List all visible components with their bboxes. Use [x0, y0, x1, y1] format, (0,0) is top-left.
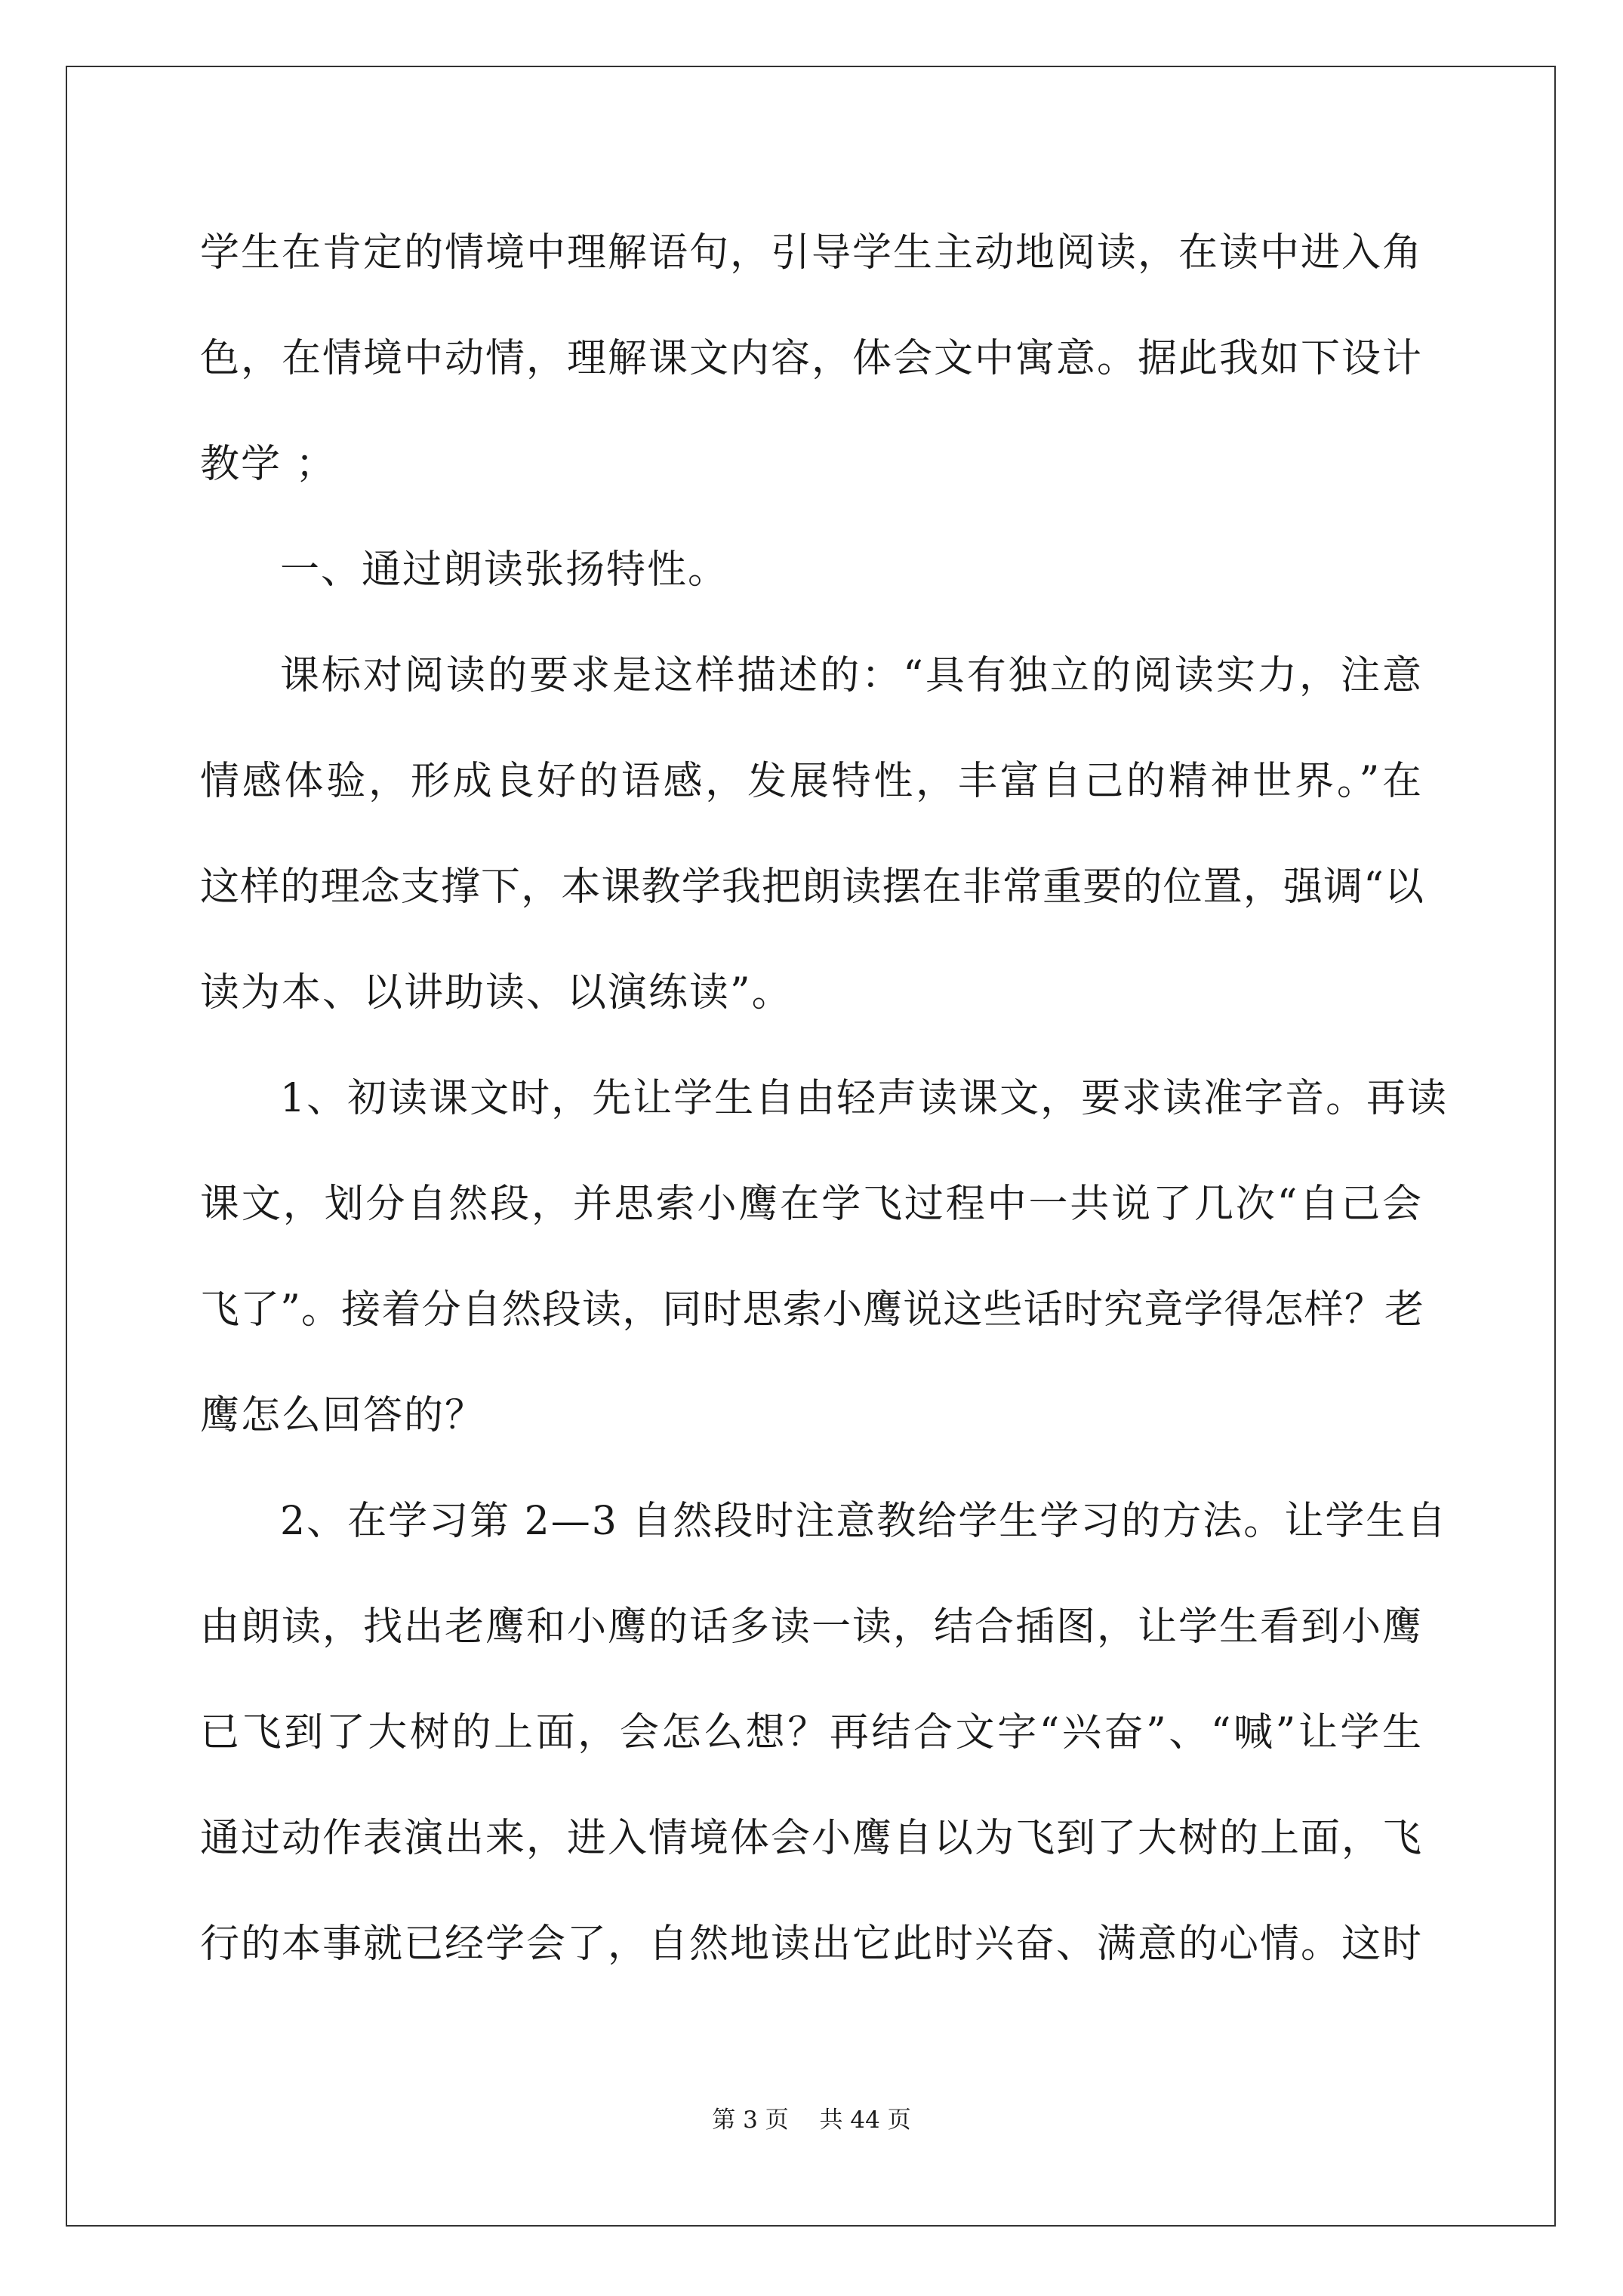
- text-line: 教学 ；: [200, 442, 337, 487]
- section-heading: 一、通过朗读张扬特性。: [280, 547, 729, 593]
- text-line: 鹰怎么回答的？: [200, 1393, 486, 1438]
- text-line: 情感体验，形成良好的语感，发展特性，丰富自己的精神世界。”在: [200, 759, 1423, 804]
- text-line: 课文，划分自然段，并思索小鹰在学飞过程中一共说了几次“自己会: [200, 1182, 1423, 1227]
- text-line: 飞了”。接着分自然段读，同时思索小鹰说这些话时究竟学得怎样？老: [200, 1287, 1423, 1333]
- text-line: 学生在肯定的情境中理解语句，引导学生主动地阅读，在读中进入角: [200, 230, 1424, 276]
- text-line: 1、初读课文时，先让学生自由轻声读课文，要求读准字音。再读: [280, 1076, 1449, 1121]
- document-body: [200, 214, 1449, 2011]
- text-line: 色，在情境中动情，理解课文内容，体会文中寓意。据此我如下设计: [200, 336, 1424, 381]
- text-line: 通过动作表演出来，进入情境体会小鹰自以为飞到了大树的上面，飞: [200, 1816, 1424, 1861]
- page-number: 第 3 页 共 44 页: [712, 2106, 911, 2134]
- text-line: 课标对阅读的要求是这样描述的：“具有独立的阅读实力，注意: [280, 653, 1423, 698]
- text-line: 由朗读，找出老鹰和小鹰的话多读一读，结合插图，让学生看到小鹰: [200, 1604, 1424, 1650]
- text-line: 这样的理念支撑下，本课教学我把朗读摆在非常重要的位置，强调“以: [200, 864, 1423, 910]
- text-line: 已飞到了大树的上面，会怎么想？再结合文字“兴奋”、“喊”让学生: [200, 1710, 1423, 1755]
- text-line: 读为本、以讲助读、以演练读”。: [200, 970, 793, 1015]
- text-line: 2、在学习第 2—3 自然段时注意教给学生学习的方法。让学生自: [280, 1499, 1448, 1544]
- text-line: 行的本事就已经学会了，自然地读出它此时兴奋、满意的心情。这时: [200, 1922, 1424, 1967]
